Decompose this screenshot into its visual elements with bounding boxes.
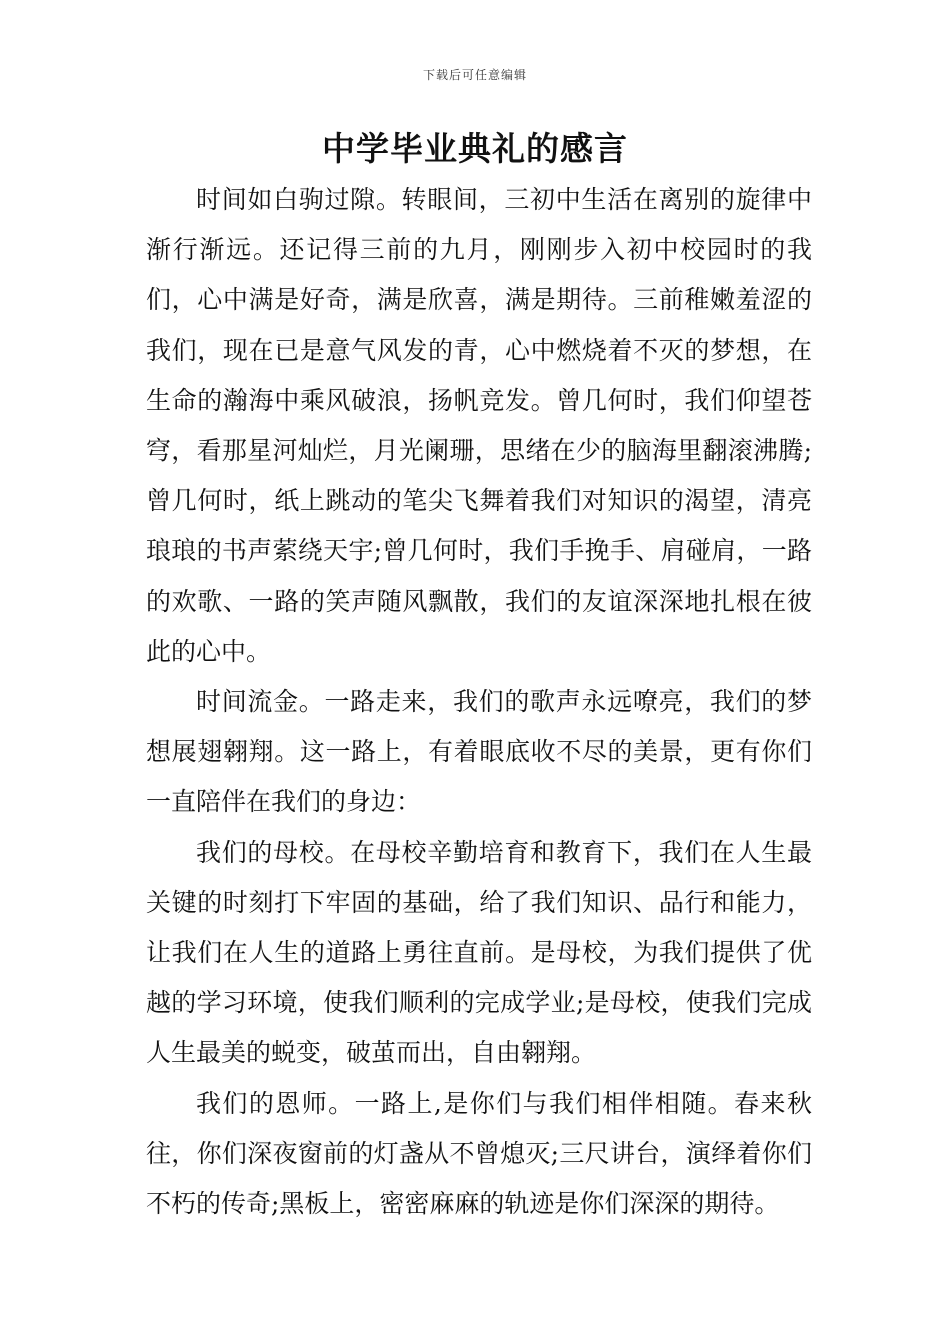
paragraph-2: 时间流金。一路走来，我们的歌声永远嘹亮，我们的梦想展翅翱翔。这一路上，有着眼底收不尽的美景，更有你们一直陪伴在我们的身边： xyxy=(146,687,812,817)
header-note: 下载后可任意编辑 xyxy=(422,68,527,82)
document-body xyxy=(146,175,812,1229)
paragraph-3: 我们的母校。在母校辛勤培育和教育下，我们在人生最关键的时刻打下牢固的基础，给了我们知识、品行和能力，让我们在人生的道路上勇往直前。是母校，为我们提供了优越的学习环境，使我们顺利的完成学业;是母校，使我们完成人生最美的蜕变，破茧而出，自由翱翔。 xyxy=(146,837,812,1068)
paragraph-4: 我们的恩师。一路上,是你们与我们相伴相随。春来秋往，你们深夜窗前的灯盏从不曾熄灭;三尺讲台，演绎着你们不朽的传奇;黑板上，密密麻麻的轨迹是你们深深的期待。 xyxy=(146,1088,812,1219)
paragraph-1: 时间如白驹过隙。转眼间，三初中生活在离别的旋律中渐行渐远。还记得三前的九月，刚刚步入初中校园时的我们，心中满是好奇，满是欣喜，满是期待。三前稚嫩羞涩的我们，现在已是意气风发的青，心中燃烧着不灭的梦想，在生命的瀚海中乘风破浪，扬帆竞发。曾几何时，我们仰望苍穹，看那星河灿烂，月光阑珊，思绪在少的脑海里翻滚沸腾;曾几何时，纸上跳动的笔尖飞舞着我们对知识的渴望，清亮琅琅的书声萦绕天宇;曾几何时，我们手挽手、肩碰肩，一路的欢歌、一路的笑声随风飘散，我们的友谊深深地扎根在彼此的心中。 xyxy=(146,185,812,666)
page-title: 中学毕业典礼的感言 xyxy=(322,129,628,168)
